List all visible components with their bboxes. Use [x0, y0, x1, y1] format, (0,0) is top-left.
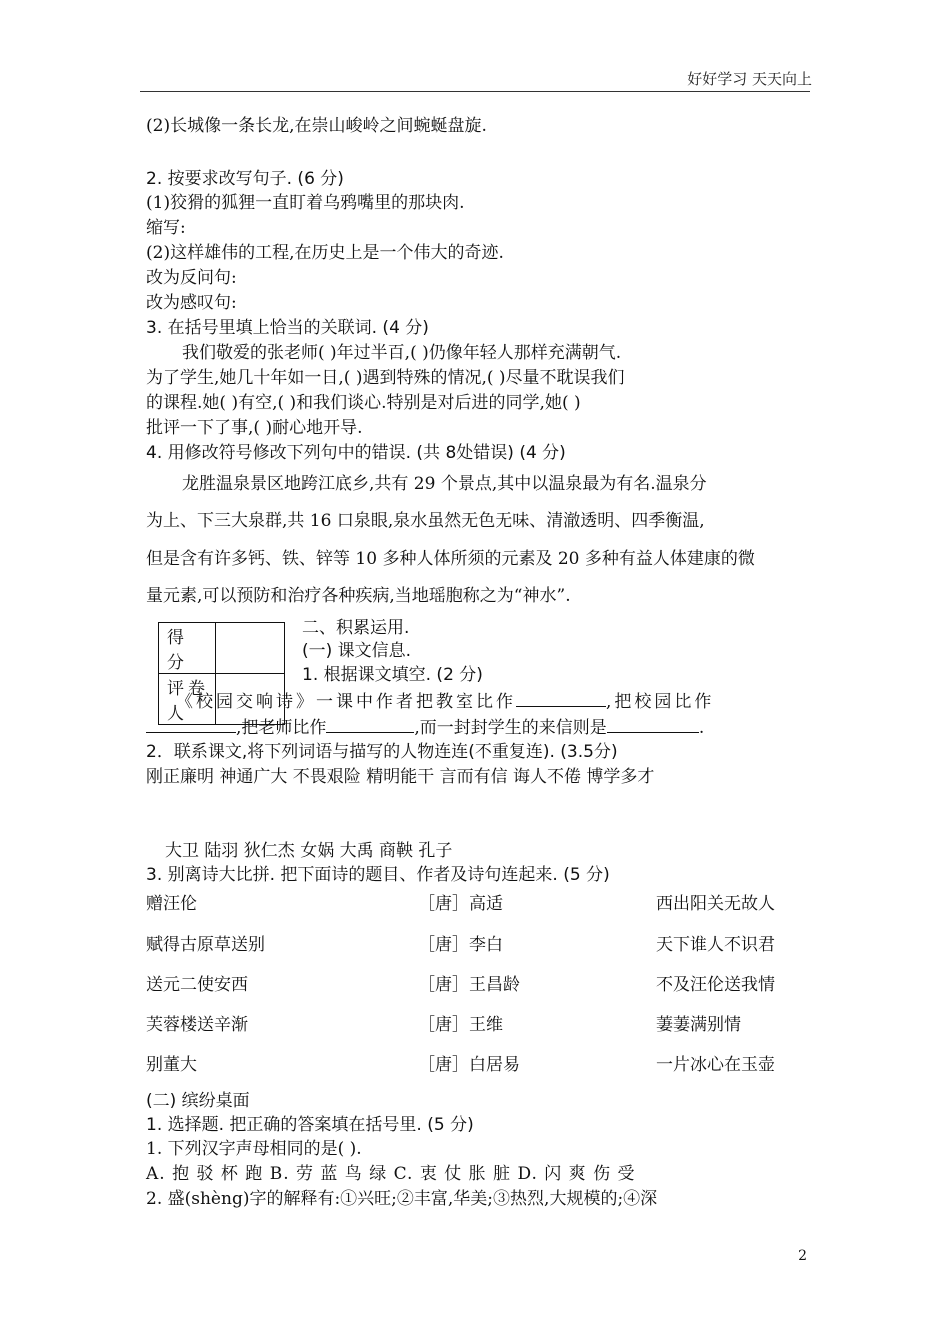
- poem-line: 一片冰心在玉壶: [656, 1055, 775, 1075]
- poem-title: 赋得古原草送别: [146, 935, 265, 955]
- poem-title: 芙蓉楼送辛渐: [146, 1015, 248, 1035]
- text-line: 但是含有许多钙、铁、锌等 10 多种人体所须的元素及 20 多种有益人体建康的微: [146, 549, 755, 569]
- poem-title: 送元二使安西: [146, 975, 248, 995]
- header-motto: 好好学习 天天向上: [687, 70, 812, 88]
- question-heading: 4. 用修改符号修改下列句中的错误. (共 8处错误) (4 分): [146, 443, 566, 463]
- poem-title: 赠汪伦: [146, 894, 197, 914]
- poem-author: ［唐］王维: [418, 1015, 503, 1035]
- text-segment: ,而一封封学生的来信则是: [414, 718, 607, 738]
- answer-blank[interactable]: [607, 716, 699, 733]
- question-heading: 2．联系课文,将下列词语与描写的人物连连(不重复连). (3.5分): [146, 742, 618, 762]
- text-line: 改为反问句:: [146, 268, 237, 288]
- question-heading: 3. 在括号里填上恰当的关联词. (4 分): [146, 318, 429, 338]
- page-number: 2: [798, 1248, 807, 1264]
- choice-options: A. 抱 驳 杯 跑 B. 劳 蓝 鸟 绿 C. 衷 仗 胀 脏 D. 闪 爽 伤 受: [146, 1164, 636, 1184]
- text-line: 为上、下三大泉群,共 16 口泉眼,泉水虽然无色无味、清澈透明、四季衡温,: [146, 511, 705, 531]
- text-segment: ,把老师比作: [236, 718, 327, 738]
- fill-blank-line: [146, 716, 704, 739]
- question-heading: 1. 根据课文填空. (2 分): [302, 665, 483, 685]
- score-value-cell[interactable]: [216, 623, 285, 674]
- section-heading: 二、积累运用.: [302, 618, 410, 638]
- poem-title: 别董大: [146, 1055, 197, 1075]
- poem-author: ［唐］王昌龄: [418, 975, 520, 995]
- answer-blank[interactable]: [326, 716, 414, 733]
- text-line: 2. 盛(shèng)字的解释有:①兴旺;②丰富,华美;③热烈,大规模的;④深: [146, 1189, 658, 1209]
- subsection-heading: (二) 缤纷桌面: [146, 1091, 250, 1111]
- poem-author: ［唐］高适: [418, 894, 503, 914]
- poem-author: ［唐］李白: [418, 935, 503, 955]
- poem-line: 萋萋满别情: [656, 1015, 741, 1035]
- answer-blank[interactable]: [516, 690, 606, 707]
- text-line: 为了学生,她几十年如一日,( )遇到特殊的情况,( )尽量不耽误我们: [146, 368, 625, 388]
- grader-label: 评卷人: [159, 674, 216, 725]
- subsection-heading: (一) 课文信息.: [302, 641, 412, 661]
- text-line: 批评一下了事,( )耐心地开导.: [146, 418, 363, 438]
- text-segment: 《校园交响诗》一课中作者把教室比作: [176, 692, 516, 712]
- poem-line: 天下谁人不识君: [656, 935, 775, 955]
- text-segment: ,把校园比作: [606, 692, 715, 712]
- text-line: 我们敬爱的张老师( )年过半百,( )仍像年轻人那样充满朝气.: [182, 343, 622, 363]
- person-list: 大卫 陆羽 狄仁杰 女娲 大禹 商鞅 孔子: [165, 841, 453, 861]
- text-line: 缩写:: [146, 218, 186, 238]
- text-line: 的课程.她( )有空,( )和我们谈心.特别是对后进的同学,她( ): [146, 393, 581, 413]
- word-list: 刚正廉明 神通广大 不畏艰险 精明能干 言而有信 诲人不倦 博学多才: [146, 767, 655, 787]
- text-line: 龙胜温泉景区地跨江底乡,共有 29 个景点,其中以温泉最为有名.温泉分: [182, 474, 707, 494]
- question-heading: 1. 选择题. 把正确的答案填在括号里. (5 分): [146, 1115, 474, 1135]
- poem-line: 西出阳关无故人: [656, 894, 775, 914]
- question-heading: 3. 别离诗大比拼. 把下面诗的题目、作者及诗句连起来. (5 分): [146, 865, 610, 885]
- text-segment: .: [698, 718, 705, 738]
- text-line: (2)长城像一条长龙,在崇山峻岭之间蜿蜒盘旋.: [146, 116, 487, 136]
- answer-blank[interactable]: [146, 716, 236, 733]
- text-line: 1. 下列汉字声母相同的是( ).: [146, 1139, 362, 1159]
- text-line: 量元素,可以预防和治疗各种疾病,当地瑶胞称之为“神水”.: [146, 586, 571, 606]
- text-line: (2)这样雄伟的工程,在历史上是一个伟大的奇迹.: [146, 243, 504, 263]
- score-label: 得 分: [159, 623, 216, 674]
- poem-author: ［唐］白居易: [418, 1055, 520, 1075]
- poem-line: 不及汪伦送我情: [656, 975, 775, 995]
- question-heading: 2. 按要求改写句子. (6 分): [146, 169, 344, 189]
- text-line: (1)狡猾的狐狸一直盯着乌鸦嘴里的那块肉.: [146, 193, 465, 213]
- header-rule: [140, 91, 810, 92]
- text-line: 改为感叹句:: [146, 293, 237, 313]
- fill-blank-line: [176, 690, 714, 713]
